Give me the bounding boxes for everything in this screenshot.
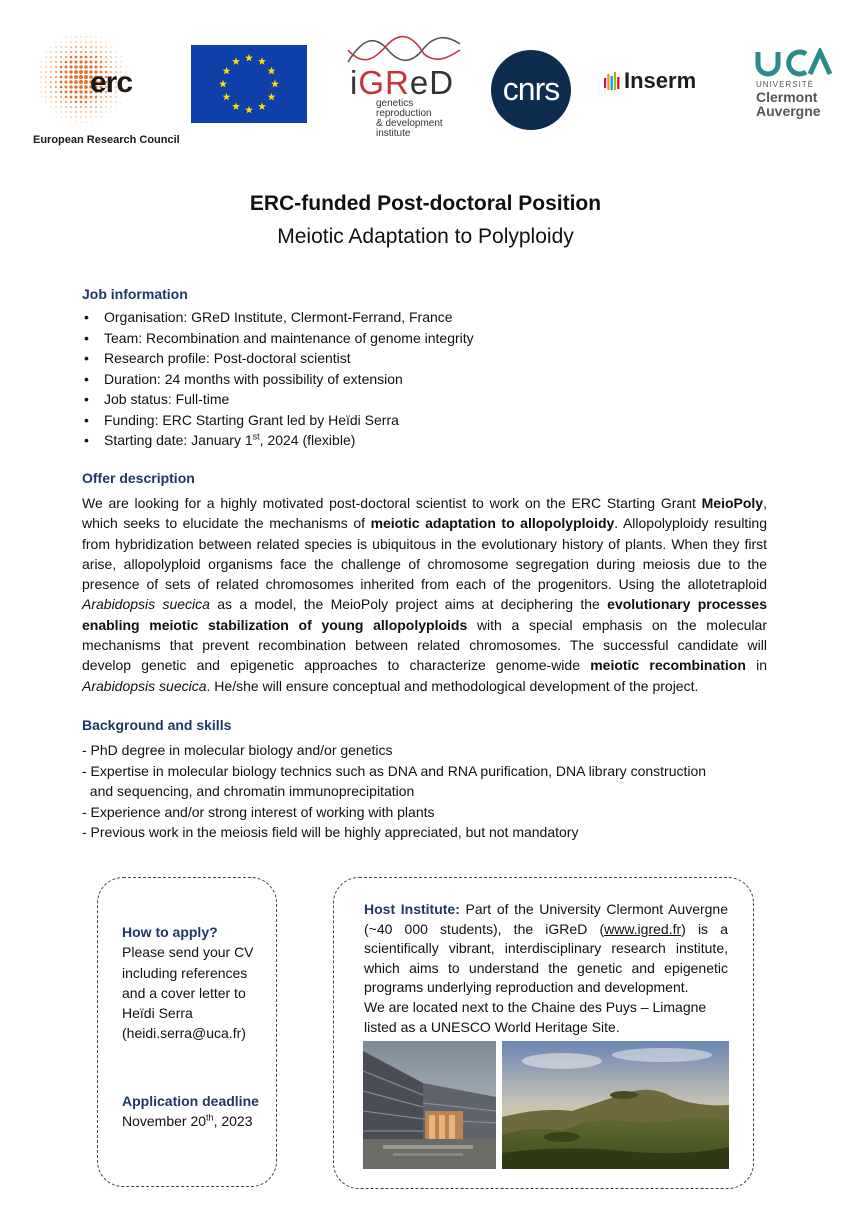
list-item: and sequencing, and chromatin immunoprecipitation xyxy=(82,783,415,799)
eu-stars-icon xyxy=(191,45,307,123)
list-item: • Team: Recombination and maintenance of genome integrity xyxy=(82,328,474,349)
page-title: ERC-funded Post-doctoral Position xyxy=(249,192,602,215)
list-item: • Job status: Full-time xyxy=(82,389,474,410)
deadline-date xyxy=(122,1111,272,1131)
deadline-content xyxy=(122,1091,272,1132)
offer-description-heading: Offer description xyxy=(82,470,195,486)
list-item: - Previous work in the meiosis field will be highly appreciated, but not mandatory xyxy=(82,824,579,840)
igred-word-start: i xyxy=(350,64,359,101)
erc-mark: erc xyxy=(90,66,133,99)
list-item: - PhD degree in molecular biology and/or genetics xyxy=(82,742,393,758)
eu-star-icon xyxy=(245,106,253,114)
job-information-list xyxy=(82,307,474,451)
list-item: - Experience and/or strong interest of working with plants xyxy=(82,803,435,820)
eu-star-icon xyxy=(268,93,276,101)
eu-star-icon xyxy=(258,57,266,65)
eu-star-icon xyxy=(268,67,276,75)
offer-bold-part: MeioPoly xyxy=(701,495,764,511)
offer-bold-part: evolutionary processes enabling meiotic stabilization of young allopolyploids xyxy=(82,596,767,633)
igred-word-red: GR xyxy=(358,64,410,101)
offer-text-part: . Allopolyploidy resulting from hybridization between related species is ubiquitous in the evolutionary history of plants. When they first arise, allopolyploid organisms face the challenge of chromosome segregation during meiosis due to the presence of sets of related chromosomes inherited from each of the progenitors. Using the allotetraploid xyxy=(82,515,768,593)
list-item: • Funding: ERC Starting Grant led by Heïdi Serra xyxy=(82,410,474,431)
uca-line1: UNIVERSITÉ xyxy=(756,80,815,89)
eu-star-icon xyxy=(245,54,253,62)
list-item: - Expertise in molecular biology technics such as DNA and RNA purification, DNA library construction xyxy=(82,762,707,779)
offer-text-part: , which seeks to elucidate the mechanisms of xyxy=(82,495,767,532)
starting-date-prefix: Starting date: January 1 xyxy=(104,432,253,448)
host-institute-text xyxy=(364,900,728,1037)
page-subtitle: Meiotic Adaptation to Polyploidy xyxy=(277,225,574,248)
host-text-part: Part of the University Clermont Auvergne (~40 000 students), the iGReD ( xyxy=(364,901,728,937)
list-item: • Duration: 24 months with possibility of extension xyxy=(82,369,474,390)
deadline-heading: Application deadline xyxy=(122,1093,259,1109)
igred-website-link[interactable]: www.igred.fr xyxy=(604,920,682,937)
job-information-heading: Job information xyxy=(82,286,188,302)
how-to-apply-box xyxy=(97,877,277,1187)
uca-logo xyxy=(750,48,840,128)
cnrs-logo xyxy=(491,50,571,130)
uca-mark-icon xyxy=(754,48,834,78)
how-to-apply-content xyxy=(122,922,272,1044)
how-to-apply-text: Please send your CV including references and a cover letter to Heïdi Serra (heidi.serra@uca.fr) xyxy=(122,944,254,1042)
list-item: • Organisation: GReD Institute, Clermont-Ferrand, France xyxy=(82,307,474,328)
offer-description-text xyxy=(82,493,767,696)
erc-caption: European Research Council xyxy=(33,134,180,146)
igred-word-end: D xyxy=(429,64,455,101)
eu-star-icon xyxy=(232,57,240,65)
offer-italic-part: Arabidopsis suecica xyxy=(82,596,210,613)
how-to-apply-heading: How to apply? xyxy=(122,924,218,940)
deadline-prefix: November 20 xyxy=(122,1113,207,1130)
building-photo xyxy=(363,1041,496,1169)
list-item: • Research profile: Post-doctoral scientist xyxy=(82,348,474,369)
inserm-logo xyxy=(604,66,724,106)
eu-flag-icon xyxy=(191,45,307,123)
igred-word-mid: e xyxy=(409,64,430,101)
eu-star-icon xyxy=(258,102,266,110)
starting-date-suffix: , 2024 (flexible) xyxy=(259,432,356,448)
offer-text-part: with a special emphasis on the molecular mechanisms that prevent recombination between related chromosomes. The successful candidate will develop genetic and epigenetic approaches to characterize genome-wide xyxy=(82,616,767,674)
offer-text-part: We are looking for a highly motivated post-doctoral scientist to work on the ERC Starting Grant xyxy=(82,495,702,511)
igred-wordmark xyxy=(350,64,454,102)
offer-text-part: in xyxy=(745,657,767,674)
erc-logo xyxy=(30,28,190,150)
list-item-starting-date xyxy=(82,430,474,451)
eu-star-icon xyxy=(222,93,230,101)
deadline-suffix: , 2023 xyxy=(213,1113,253,1130)
offer-text-part: . He/she will ensure conceptual and methodological development of the project. xyxy=(206,677,699,694)
host-location-text: We are located next to the Chaine des Puys – Limagne listed as a UNESCO World Heritage Site. xyxy=(364,998,707,1035)
offer-bold-part: meiotic recombination xyxy=(590,657,746,674)
offer-text-part: as a model, the MeioPoly project aims at deciphering the xyxy=(209,596,608,613)
igred-subtitle: genetics reproduction & development institute xyxy=(376,98,443,139)
inserm-mark: Inserm xyxy=(624,68,697,93)
host-institute-heading: Host Institute: xyxy=(364,901,460,917)
dna-helix-icon xyxy=(340,28,465,68)
offer-italic-part: Arabidopsis suecica xyxy=(82,677,207,694)
starting-date-sup: st xyxy=(252,431,260,442)
volcano-landscape-photo xyxy=(502,1041,729,1169)
eu-star-icon xyxy=(232,102,240,110)
inserm-bars-icon xyxy=(604,70,626,96)
background-skills-heading: Background and skills xyxy=(82,717,232,733)
host-text-part: ) is a scientifically vibrant, interdisciplinary research institute, which aims to understand the genetic and epigenetic programs underlying reproduction and development. xyxy=(364,920,728,996)
eu-star-icon xyxy=(271,80,279,88)
uca-line2: Clermont Auvergne xyxy=(756,89,821,119)
host-institute-box xyxy=(333,877,754,1189)
background-skills-list xyxy=(82,740,706,843)
eu-star-icon xyxy=(222,67,230,75)
eu-star-icon xyxy=(219,80,227,88)
igred-logo xyxy=(340,28,465,140)
deadline-sup: th xyxy=(206,1112,214,1123)
offer-bold-part: meiotic adaptation to allopolyploidy xyxy=(370,515,615,532)
cnrs-mark: cnrs xyxy=(502,71,560,107)
